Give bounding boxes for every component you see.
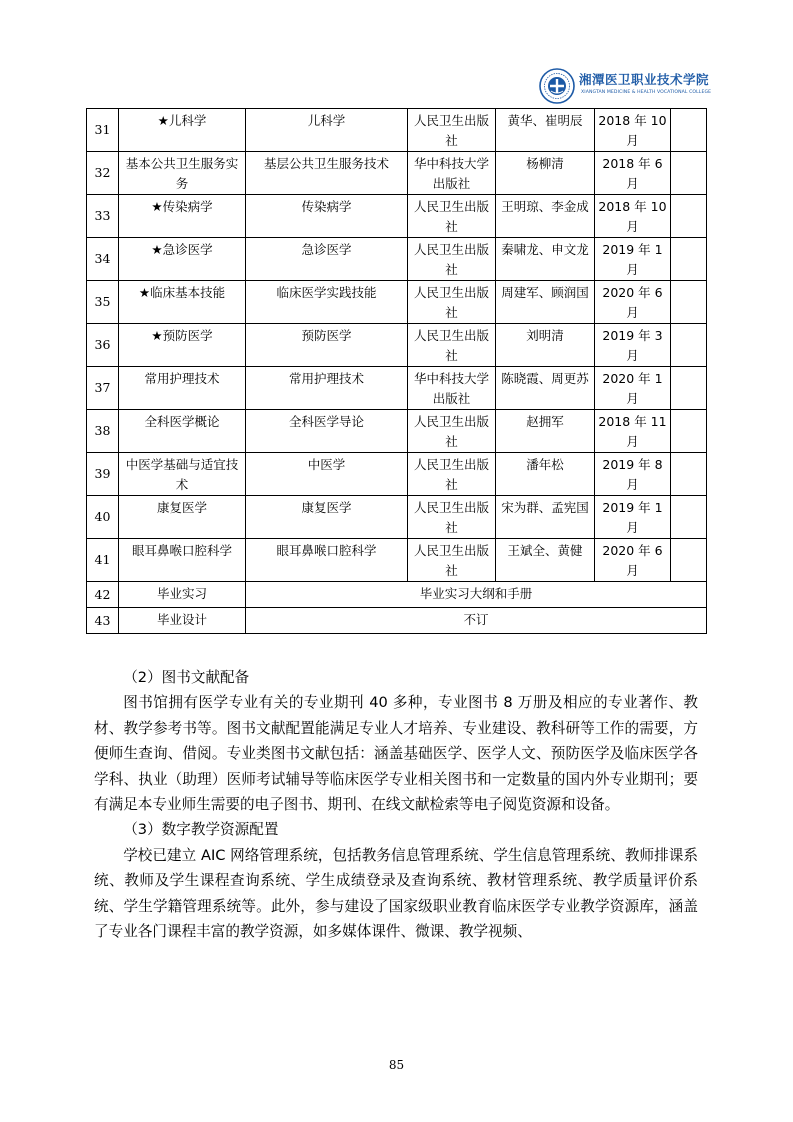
course-name: 康复医学 — [119, 496, 246, 539]
textbook-title: 眼耳鼻喉口腔科学 — [246, 539, 408, 582]
blank-cell — [671, 367, 707, 410]
row-number: 42 — [87, 582, 119, 608]
publisher: 人民卫生出版社 — [408, 496, 496, 539]
blank-cell — [671, 496, 707, 539]
table-row — [87, 496, 707, 539]
row-number: 37 — [87, 367, 119, 410]
textbook-title: 中医学 — [246, 453, 408, 496]
course-name: 眼耳鼻喉口腔科学 — [119, 539, 246, 582]
publisher: 人民卫生出版社 — [408, 539, 496, 582]
table-row — [87, 608, 707, 634]
course-name: 常用护理技术 — [119, 367, 246, 410]
merged-note: 不订 — [246, 608, 707, 634]
publish-date: 2018 年 6 月 — [595, 152, 671, 195]
table-row — [87, 281, 707, 324]
textbook-table — [86, 108, 707, 634]
blank-cell — [671, 281, 707, 324]
course-name: ★儿科学 — [119, 109, 246, 152]
page-number: 85 — [388, 1058, 405, 1072]
course-name: ★急诊医学 — [119, 238, 246, 281]
table-row — [87, 324, 707, 367]
textbook-title: 传染病学 — [246, 195, 408, 238]
editor: 王明琼、李金成 — [496, 195, 595, 238]
row-number: 38 — [87, 410, 119, 453]
blank-cell — [671, 324, 707, 367]
publisher: 人民卫生出版社 — [408, 238, 496, 281]
row-number: 31 — [87, 109, 119, 152]
publish-date: 2018 年 10 月 — [595, 109, 671, 152]
textbook-title: 全科医学导论 — [246, 410, 408, 453]
table-row — [87, 453, 707, 496]
blank-cell — [671, 195, 707, 238]
publisher: 人民卫生出版社 — [408, 195, 496, 238]
section-heading-digital-resources: （3）数字教学资源配置 — [123, 821, 279, 839]
textbook-title: 儿科学 — [246, 109, 408, 152]
table-row — [87, 152, 707, 195]
textbook-title: 常用护理技术 — [246, 367, 408, 410]
blank-cell — [671, 453, 707, 496]
publish-date: 2019 年 3 月 — [595, 324, 671, 367]
editor: 周建军、顾润国 — [496, 281, 595, 324]
editor: 赵拥军 — [496, 410, 595, 453]
table-row — [87, 238, 707, 281]
course-name: 毕业设计 — [119, 608, 246, 634]
editor: 秦啸龙、申文龙 — [496, 238, 595, 281]
table-row — [87, 195, 707, 238]
row-number: 34 — [87, 238, 119, 281]
publisher: 人民卫生出版社 — [408, 410, 496, 453]
publisher: 人民卫生出版社 — [408, 281, 496, 324]
publish-date: 2019 年 1 月 — [595, 496, 671, 539]
editor: 宋为群、孟宪国 — [496, 496, 595, 539]
blank-cell — [671, 109, 707, 152]
table-row — [87, 410, 707, 453]
paragraph-library: 图书馆拥有医学专业有关的专业期刊 40 多种，专业图书 8 万册及相应的专业著作、教材、教学参考书等。图书文献配置能满足专业人才培养、专业建设、教科研等工作的需要，方便师生查询、借阅。专业类图书文献包括：涵盖基础医学、医学人文、预防医学及临床医学各学科、执业（助理）医师考试辅导等临床医学专业相关图书和一定数量的国内外专业期刊；要有满足本专业师生需要的电子图书、期刊、在线文献检索等电子阅览资源和设备。 — [94, 694, 698, 814]
blank-cell — [671, 152, 707, 195]
publisher: 人民卫生出版社 — [408, 453, 496, 496]
course-name: ★临床基本技能 — [119, 281, 246, 324]
college-name-english: XIANGTAN MEDICINE & HEALTH VOCATIONAL COLLEGE — [581, 90, 712, 95]
publisher: 华中科技大学出版社 — [408, 367, 496, 410]
row-number: 33 — [87, 195, 119, 238]
textbook-title: 急诊医学 — [246, 238, 408, 281]
blank-cell — [671, 539, 707, 582]
editor: 黄华、崔明辰 — [496, 109, 595, 152]
publisher: 华中科技大学出版社 — [408, 152, 496, 195]
publish-date: 2019 年 1 月 — [595, 238, 671, 281]
row-number: 40 — [87, 496, 119, 539]
table-row — [87, 109, 707, 152]
row-number: 36 — [87, 324, 119, 367]
college-name: 湘潭医卫职业技术学院 — [579, 72, 710, 87]
textbook-title: 康复医学 — [246, 496, 408, 539]
editor: 刘明清 — [496, 324, 595, 367]
course-name: ★预防医学 — [119, 324, 246, 367]
publish-date: 2018 年 10 月 — [595, 195, 671, 238]
textbook-title: 预防医学 — [246, 324, 408, 367]
section-heading-library: （2）图书文献配备 — [123, 669, 250, 686]
publish-date: 2018 年 11 月 — [595, 410, 671, 453]
blank-cell — [671, 238, 707, 281]
table-row — [87, 367, 707, 410]
editor: 潘年松 — [496, 453, 595, 496]
publish-date: 2020 年 6 月 — [595, 539, 671, 582]
course-name: 毕业实习 — [119, 582, 246, 608]
course-name: 中医学基础与适宜技术 — [119, 453, 246, 496]
row-number: 35 — [87, 281, 119, 324]
editor: 王斌全、黄健 — [496, 539, 595, 582]
table-row — [87, 582, 707, 608]
publisher: 人民卫生出版社 — [408, 324, 496, 367]
publish-date: 2019 年 8 月 — [595, 453, 671, 496]
body-text — [94, 665, 698, 944]
editor: 杨柳清 — [496, 152, 595, 195]
publish-date: 2020 年 6 月 — [595, 281, 671, 324]
textbook-title: 临床医学实践技能 — [246, 281, 408, 324]
blank-cell — [671, 410, 707, 453]
publish-date: 2020 年 1 月 — [595, 367, 671, 410]
table-row — [87, 539, 707, 582]
row-number: 39 — [87, 453, 119, 496]
college-seal-icon — [539, 68, 575, 104]
publisher: 人民卫生出版社 — [408, 109, 496, 152]
row-number: 43 — [87, 608, 119, 634]
textbook-table-body — [87, 109, 707, 634]
merged-note: 毕业实习大纲和手册 — [246, 582, 707, 608]
paragraph-digital-resources: 学校已建立 AIC 网络管理系统，包括教务信息管理系统、学生信息管理系统、教师排课系统、教师及学生课程查询系统、学生成绩登录及查询系统、教材管理系统、教学质量评价系统、学生学籍管理系统等。此外，参与建设了国家级职业教育临床医学专业教学资源库，涵盖了专业各门课程丰富的教学资源，如多媒体课件、微课、教学视频、 — [94, 846, 698, 941]
row-number: 32 — [87, 152, 119, 195]
course-name: 基本公共卫生服务实务 — [119, 152, 246, 195]
editor: 陈晓霞、周更苏 — [496, 367, 595, 410]
textbook-title: 基层公共卫生服务技术 — [246, 152, 408, 195]
course-name: ★传染病学 — [119, 195, 246, 238]
college-logo — [539, 64, 712, 108]
row-number: 41 — [87, 539, 119, 582]
course-name: 全科医学概论 — [119, 410, 246, 453]
